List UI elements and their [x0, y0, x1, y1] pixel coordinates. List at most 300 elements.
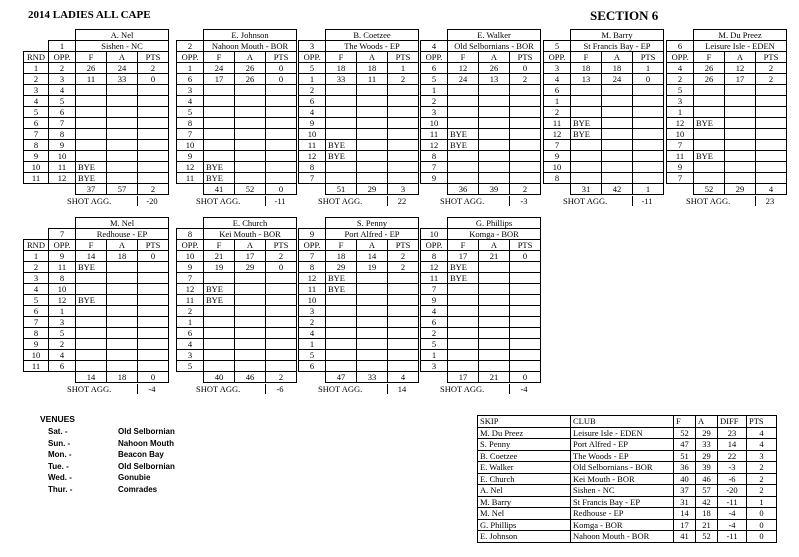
table-cell — [107, 328, 138, 339]
player-number: 10 — [421, 229, 448, 240]
table-cell — [76, 96, 107, 107]
table-cell — [107, 306, 138, 317]
table-cell — [138, 85, 169, 96]
total-cell: 4 — [756, 184, 787, 195]
table-cell: 4 — [747, 439, 777, 451]
table-cell: BYE — [76, 295, 107, 306]
table-cell: BYE — [448, 129, 479, 140]
venue-day: Sat. - — [48, 427, 68, 436]
f-header: F — [326, 240, 357, 251]
table-cell: 12 — [448, 63, 479, 74]
table-cell — [510, 118, 541, 129]
table-cell — [388, 129, 419, 140]
table-cell — [235, 107, 266, 118]
table-cell: 11 — [177, 295, 204, 306]
table-cell: 1 — [177, 317, 204, 328]
player-grid-8 — [176, 217, 296, 383]
table-cell — [266, 151, 297, 162]
table-row — [177, 63, 297, 74]
table-cell: 29 — [235, 262, 266, 273]
a-header: A — [602, 52, 633, 63]
table-cell — [138, 129, 169, 140]
table-cell — [107, 140, 138, 151]
shot-agg-label: SHOT AGG. — [563, 196, 608, 206]
venue-day: Sun. - — [48, 438, 71, 448]
table-cell: 10 — [299, 295, 326, 306]
table-cell: 6 — [299, 96, 326, 107]
table-cell: BYE — [326, 151, 357, 162]
table-row — [421, 151, 541, 162]
table-cell — [448, 173, 479, 184]
table-cell: 0 — [633, 74, 664, 85]
table-cell: 14 — [76, 251, 107, 262]
table-cell: 2 — [24, 74, 49, 85]
table-cell: 7 — [544, 140, 571, 151]
table-cell — [510, 339, 541, 350]
table-cell: 18 — [696, 508, 718, 520]
table-cell: 3 — [544, 63, 571, 74]
total-cell: 52 — [235, 184, 266, 195]
table-cell: 8 — [421, 251, 448, 262]
table-cell: 24 — [107, 63, 138, 74]
table-cell — [602, 162, 633, 173]
table-cell: Port Alfred - EP — [571, 439, 674, 451]
table-row — [177, 306, 297, 317]
table-cell: 10 — [49, 284, 76, 295]
table-cell: 26 — [479, 63, 510, 74]
table-cell — [107, 96, 138, 107]
table-row — [177, 284, 297, 295]
shot-agg-label: SHOT AGG. — [318, 196, 363, 206]
table-cell: BYE — [448, 140, 479, 151]
table-row — [478, 473, 777, 485]
table-cell — [76, 350, 107, 361]
club-name: Kei Mouth - BOR — [204, 229, 297, 240]
table-cell: 5 — [421, 339, 448, 350]
table-row — [544, 140, 664, 151]
table-row — [24, 317, 169, 328]
opp-header: OPP. — [544, 52, 571, 63]
table-cell — [479, 173, 510, 184]
player-grid-10 — [420, 217, 540, 383]
table-cell — [266, 173, 297, 184]
table-cell: 8 — [299, 262, 326, 273]
table-cell — [479, 361, 510, 372]
table-cell — [725, 129, 756, 140]
table-cell — [357, 350, 388, 361]
table-cell: 1 — [24, 251, 49, 262]
table-row — [421, 284, 541, 295]
table-cell — [266, 317, 297, 328]
a-header: A — [725, 52, 756, 63]
skip-name: G. Phillips — [448, 218, 541, 229]
table-cell — [107, 350, 138, 361]
table-cell — [694, 107, 725, 118]
player-grid-4 — [420, 29, 540, 195]
total-cell: 14 — [76, 372, 107, 383]
table-cell: 2 — [421, 96, 448, 107]
standings-header: DIFF — [718, 416, 747, 428]
table-row — [24, 306, 169, 317]
table-row — [421, 85, 541, 96]
table-cell — [725, 151, 756, 162]
table-cell: 13 — [571, 74, 602, 85]
shot-agg-value: -11 — [265, 196, 294, 206]
venue-row — [40, 473, 175, 485]
f-header: F — [694, 52, 725, 63]
table-row — [421, 74, 541, 85]
shot-agg — [298, 196, 418, 208]
table-row — [421, 129, 541, 140]
f-header: F — [76, 240, 107, 251]
table-row — [667, 107, 787, 118]
total-cell: 3 — [388, 184, 419, 195]
rnd-header: RND — [24, 52, 49, 63]
shot-agg-value: -20 — [137, 196, 166, 206]
table-cell — [326, 361, 357, 372]
table-row — [299, 306, 419, 317]
table-cell: S. Penny — [478, 439, 571, 451]
total-cell: 57 — [107, 184, 138, 195]
table-cell: 3 — [24, 273, 49, 284]
table-row — [544, 173, 664, 184]
total-cell: 2 — [266, 372, 297, 383]
table-cell — [204, 317, 235, 328]
table-row — [544, 151, 664, 162]
table-row — [421, 328, 541, 339]
table-cell — [448, 361, 479, 372]
table-row — [299, 328, 419, 339]
table-cell — [326, 306, 357, 317]
table-cell — [138, 361, 169, 372]
table-cell: BYE — [326, 284, 357, 295]
table-cell — [235, 339, 266, 350]
table-cell — [235, 162, 266, 173]
table-cell — [448, 151, 479, 162]
table-row — [24, 140, 169, 151]
table-cell — [235, 317, 266, 328]
opp-header: OPP. — [421, 52, 448, 63]
venue-row — [40, 439, 175, 451]
table-cell: 4 — [177, 96, 204, 107]
table-row — [177, 339, 297, 350]
table-cell: 9 — [49, 140, 76, 151]
table-cell — [204, 306, 235, 317]
pts-header: PTS — [756, 52, 787, 63]
skip-name: M. Du Preez — [694, 30, 787, 41]
table-cell: 21 — [479, 251, 510, 262]
shot-agg-value: -6 — [265, 384, 294, 394]
table-cell: The Woods - EP — [571, 450, 674, 462]
table-cell: BYE — [76, 262, 107, 273]
table-cell — [388, 306, 419, 317]
table-cell: BYE — [448, 273, 479, 284]
table-cell: 46 — [696, 473, 718, 485]
table-cell: 2 — [24, 262, 49, 273]
table-cell: 8 — [421, 151, 448, 162]
table-cell — [76, 85, 107, 96]
table-cell: 11 — [177, 173, 204, 184]
table-cell: 11 — [299, 284, 326, 295]
table-cell — [357, 273, 388, 284]
table-cell — [448, 96, 479, 107]
blank-cell — [667, 30, 694, 41]
table-cell — [571, 151, 602, 162]
table-cell: 10 — [24, 162, 49, 173]
shot-agg-label: SHOT AGG. — [196, 196, 241, 206]
table-row — [421, 96, 541, 107]
table-cell — [266, 107, 297, 118]
table-cell — [479, 339, 510, 350]
table-cell: 3 — [177, 350, 204, 361]
table-cell: 4 — [24, 96, 49, 107]
table-cell: 18 — [602, 63, 633, 74]
table-cell: 31 — [674, 496, 696, 508]
table-cell: 8 — [49, 273, 76, 284]
table-cell: 2 — [544, 107, 571, 118]
table-cell: 1 — [388, 63, 419, 74]
table-cell: 1 — [24, 63, 49, 74]
table-row — [299, 96, 419, 107]
standings-header: CLUB — [571, 416, 674, 428]
table-cell — [479, 317, 510, 328]
table-cell — [602, 129, 633, 140]
table-cell: M. Du Preez — [478, 427, 571, 439]
player-grid-6 — [666, 29, 786, 195]
table-cell — [76, 306, 107, 317]
table-cell: 11 — [49, 162, 76, 173]
table-cell: 21 — [696, 519, 718, 531]
table-cell — [448, 162, 479, 173]
table-cell — [756, 96, 787, 107]
table-cell — [107, 118, 138, 129]
venue-row — [40, 462, 175, 474]
table-row — [478, 485, 777, 497]
total-cell: 29 — [725, 184, 756, 195]
table-row — [421, 251, 541, 262]
table-row — [177, 107, 297, 118]
club-name: Sishen - NC — [76, 41, 169, 52]
table-row — [299, 162, 419, 173]
table-cell — [602, 151, 633, 162]
shot-agg-label: SHOT AGG. — [67, 384, 112, 394]
table-cell — [76, 107, 107, 118]
table-cell: Kei Mouth - BOR — [571, 473, 674, 485]
standings-header: A — [696, 416, 718, 428]
table-cell: 12 — [544, 129, 571, 140]
table-cell — [725, 118, 756, 129]
table-cell: 7 — [177, 129, 204, 140]
table-row — [544, 74, 664, 85]
table-cell: 12 — [667, 118, 694, 129]
table-cell — [633, 96, 664, 107]
table-cell — [204, 96, 235, 107]
table-cell: 17 — [448, 251, 479, 262]
table-row — [478, 519, 777, 531]
table-cell — [756, 162, 787, 173]
table-row — [667, 118, 787, 129]
table-cell: 4 — [24, 284, 49, 295]
table-cell: 12 — [725, 63, 756, 74]
table-cell: 2 — [266, 251, 297, 262]
table-cell: 52 — [674, 427, 696, 439]
table-cell: 14 — [718, 439, 747, 451]
table-cell — [326, 85, 357, 96]
venue-name: Nahoon Mouth — [118, 438, 174, 448]
table-cell — [326, 328, 357, 339]
shot-agg-label: SHOT AGG. — [686, 196, 731, 206]
total-cell: 51 — [326, 184, 357, 195]
table-cell: 4 — [544, 74, 571, 85]
table-cell: E. Johnson — [478, 531, 571, 543]
blank-cell — [49, 372, 76, 383]
table-row — [177, 251, 297, 262]
total-cell: 17 — [448, 372, 479, 383]
opp-header: OPP. — [49, 240, 76, 251]
shot-agg-value: 23 — [755, 196, 784, 206]
table-cell — [107, 173, 138, 184]
shot-agg-label: SHOT AGG. — [440, 196, 485, 206]
a-header: A — [357, 240, 388, 251]
shot-agg — [543, 196, 663, 208]
table-row — [299, 85, 419, 96]
table-cell — [479, 118, 510, 129]
table-cell: 41 — [674, 531, 696, 543]
table-cell: E. Walker — [478, 462, 571, 474]
table-cell — [235, 361, 266, 372]
table-cell: 51 — [674, 450, 696, 462]
table-cell: -6 — [718, 473, 747, 485]
table-cell — [388, 107, 419, 118]
shot-agg-label: SHOT AGG. — [196, 384, 241, 394]
table-row — [24, 339, 169, 350]
table-cell: 33 — [326, 74, 357, 85]
table-cell: 11 — [667, 151, 694, 162]
table-cell: 24 — [448, 74, 479, 85]
f-header: F — [571, 52, 602, 63]
table-cell — [326, 129, 357, 140]
table-cell: 3 — [24, 85, 49, 96]
shot-agg — [176, 196, 296, 208]
table-cell: 5 — [421, 74, 448, 85]
table-cell: BYE — [571, 118, 602, 129]
table-row — [478, 496, 777, 508]
table-cell — [138, 295, 169, 306]
club-name: Komga - BOR — [448, 229, 541, 240]
table-cell — [510, 129, 541, 140]
table-cell: St Francis Bay - EP — [571, 496, 674, 508]
table-cell — [235, 151, 266, 162]
table-cell: 0 — [510, 251, 541, 262]
table-cell: 0 — [138, 251, 169, 262]
table-cell: 2 — [747, 485, 777, 497]
table-cell: 5 — [24, 107, 49, 118]
table-cell: 4 — [177, 339, 204, 350]
table-cell: 13 — [479, 74, 510, 85]
table-cell: 21 — [204, 251, 235, 262]
table-cell: 2 — [49, 339, 76, 350]
table-cell: -11 — [718, 531, 747, 543]
standings-table — [477, 415, 777, 543]
table-row — [299, 251, 419, 262]
table-cell — [204, 151, 235, 162]
table-cell: 4 — [49, 85, 76, 96]
table-cell — [694, 173, 725, 184]
table-row — [24, 361, 169, 372]
table-cell — [694, 162, 725, 173]
table-cell — [633, 151, 664, 162]
shot-agg — [23, 384, 168, 396]
player-grid-1 — [23, 29, 168, 195]
shot-agg — [420, 196, 540, 208]
shot-agg — [298, 384, 418, 396]
player-grid-9 — [298, 217, 418, 383]
table-cell — [235, 129, 266, 140]
table-row — [478, 462, 777, 474]
standings-header: SKIP — [478, 416, 571, 428]
table-cell: 1 — [633, 63, 664, 74]
table-cell — [725, 140, 756, 151]
blank-cell — [299, 30, 326, 41]
table-cell: 9 — [177, 262, 204, 273]
table-cell: 39 — [696, 462, 718, 474]
table-cell — [479, 85, 510, 96]
venue-name: Gonubie — [118, 473, 151, 483]
table-cell — [510, 262, 541, 273]
player-number: 5 — [544, 41, 571, 52]
table-cell — [235, 96, 266, 107]
table-cell: 57 — [696, 485, 718, 497]
table-row — [299, 63, 419, 74]
table-cell: 29 — [326, 262, 357, 273]
pts-header: PTS — [510, 240, 541, 251]
table-cell — [388, 96, 419, 107]
table-cell: 2 — [747, 462, 777, 474]
table-row — [421, 107, 541, 118]
table-cell: 2 — [138, 63, 169, 74]
table-cell — [756, 118, 787, 129]
table-cell — [357, 162, 388, 173]
pts-header: PTS — [388, 240, 419, 251]
table-cell — [725, 162, 756, 173]
table-cell — [138, 339, 169, 350]
venue-name: Old Selbornian — [118, 461, 175, 471]
table-cell — [76, 129, 107, 140]
table-cell — [571, 96, 602, 107]
blank-cell — [544, 184, 571, 195]
table-cell — [76, 339, 107, 350]
section-title: SECTION 6 — [590, 8, 659, 23]
table-row — [667, 173, 787, 184]
table-cell: 11 — [24, 361, 49, 372]
table-cell: 9 — [544, 151, 571, 162]
table-cell — [571, 140, 602, 151]
total-cell: 2 — [510, 184, 541, 195]
table-cell: 6 — [49, 107, 76, 118]
table-cell — [448, 284, 479, 295]
table-cell: 17 — [725, 74, 756, 85]
table-row — [24, 350, 169, 361]
venue-name: Beacon Bay — [118, 450, 164, 460]
venue-day: Wed. - — [48, 473, 72, 483]
table-row — [667, 140, 787, 151]
table-cell — [479, 328, 510, 339]
table-cell — [204, 350, 235, 361]
table-cell: 4 — [421, 306, 448, 317]
opp-header: OPP. — [177, 52, 204, 63]
table-cell: 0 — [510, 63, 541, 74]
table-cell — [326, 107, 357, 118]
